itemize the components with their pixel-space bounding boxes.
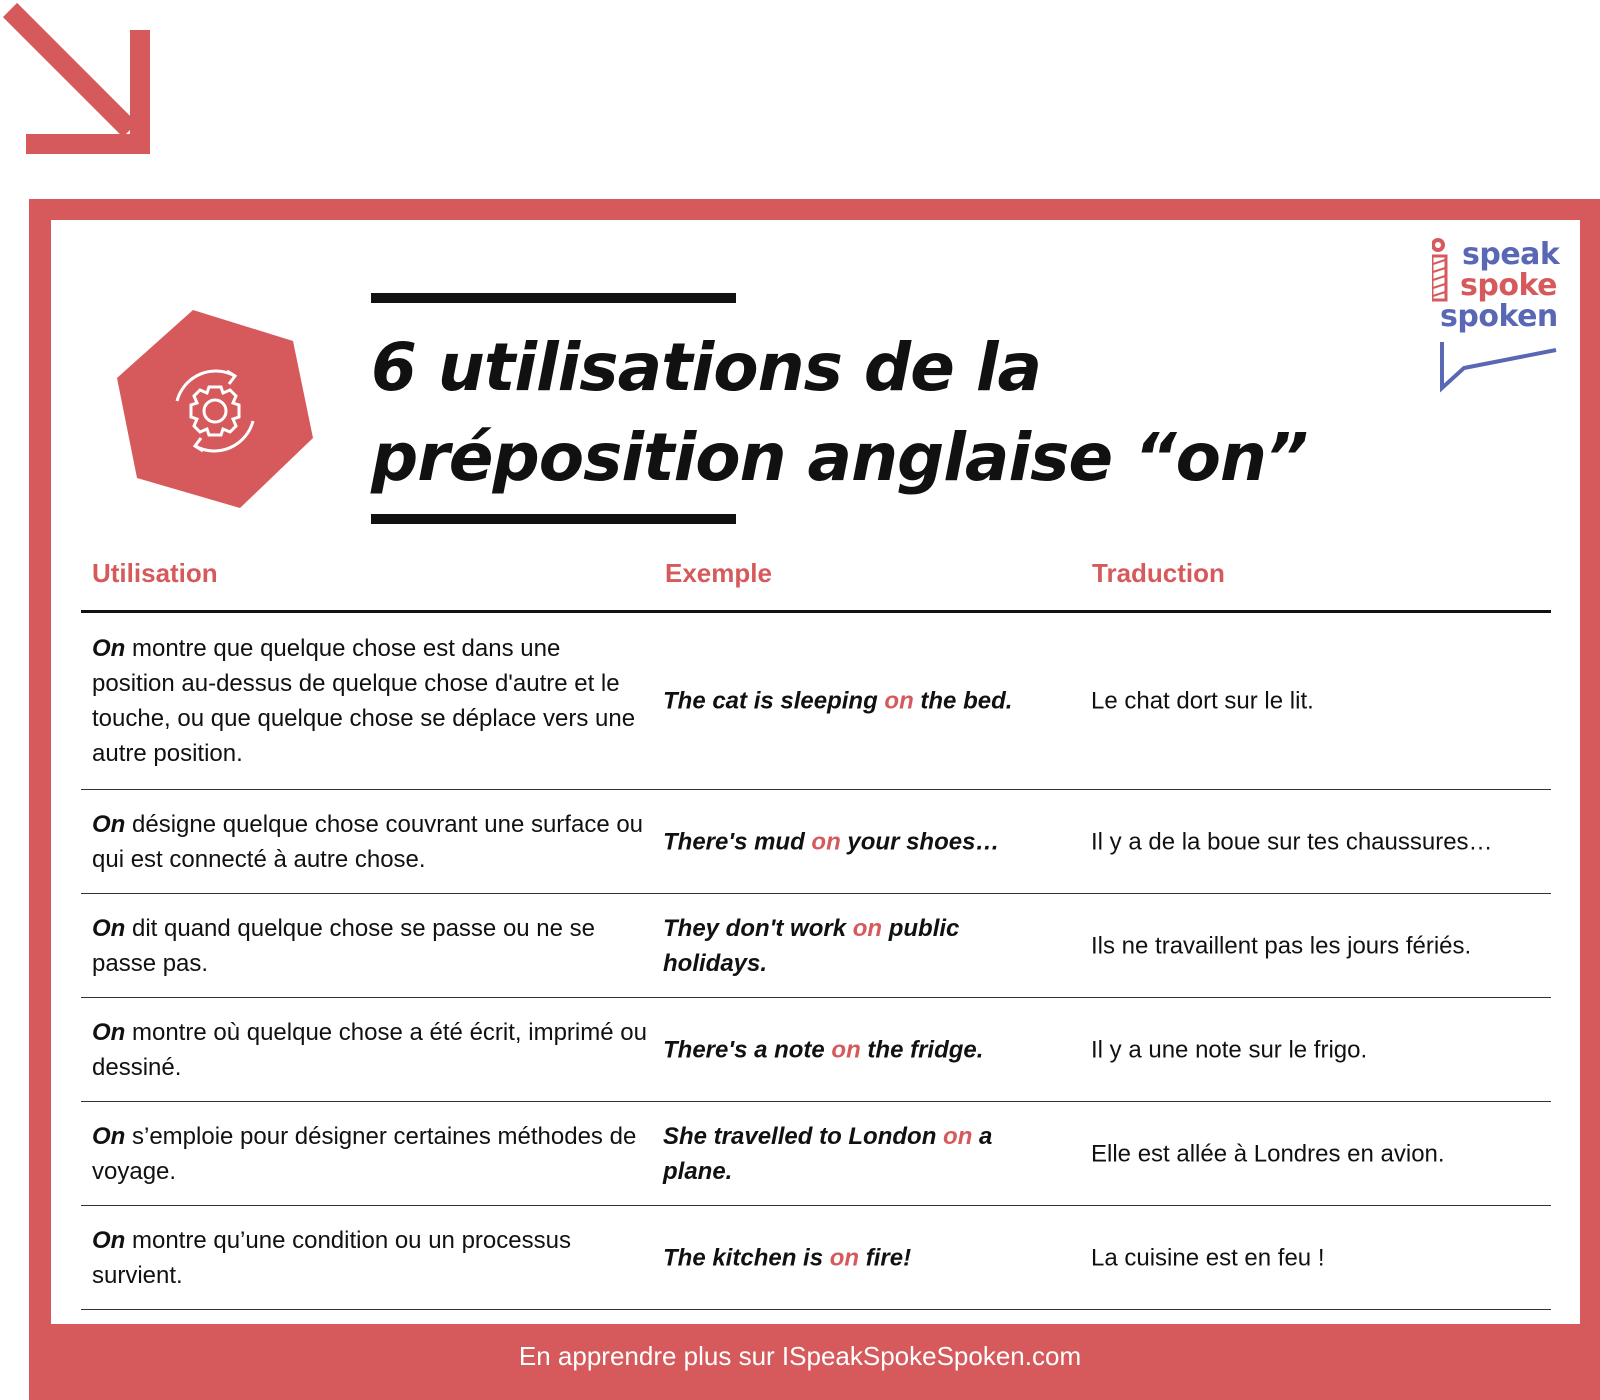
usage-text: désigne quelque chose couvrant une surface ou qui est connecté à autre chose. (92, 810, 644, 873)
example-text: They don't work (663, 914, 853, 942)
example-text: the bed. (913, 687, 1013, 715)
example-text: She travelled to London (663, 1122, 944, 1150)
usage-cell (92, 911, 647, 981)
example-cell (663, 911, 993, 981)
example-cell (663, 824, 1073, 859)
usage-text: montre où quelque chose a été écrit, imprimé ou dessiné. (92, 1018, 647, 1081)
example-on: on (829, 1244, 860, 1271)
translation-cell: Ils ne travaillent pas les jours fériés. (1091, 932, 1472, 959)
translation-cell: Le chat dort sur le lit. (1091, 687, 1314, 715)
example-cell (663, 1240, 1073, 1275)
example-text: There's mud (663, 828, 812, 855)
table-header (81, 540, 1551, 613)
keyword: On (92, 914, 126, 942)
example-text: The kitchen is (663, 1244, 830, 1271)
keyword: On (92, 1226, 126, 1254)
example-on: on (811, 828, 841, 855)
example-text: a plane. (663, 1122, 993, 1185)
example-text: The cat is sleeping (663, 687, 885, 715)
usage-cell (92, 1223, 647, 1293)
example-text: fire! (859, 1244, 912, 1271)
example-on: on (852, 914, 883, 942)
example-text: the fridge. (860, 1036, 984, 1063)
example-on: on (831, 1036, 861, 1063)
example-text: public holidays. (663, 914, 960, 977)
translation-cell: Il y a de la boue sur tes chaussures… (1091, 828, 1493, 855)
example-cell (663, 1032, 1073, 1067)
table-row (81, 1102, 1551, 1206)
header-exemple: Exemple (665, 558, 772, 588)
gear-refresh-icon (115, 308, 315, 513)
example-text: your shoes… (840, 828, 1000, 855)
keyword: On (92, 1018, 126, 1046)
footer-link[interactable]: En apprendre plus sur ISpeakSpokeSpoken.com (518, 1341, 1082, 1371)
page-title (371, 323, 1307, 503)
title-bar-bottom (371, 514, 736, 524)
translation-cell: Elle est allée à Londres en avion. (1091, 1140, 1445, 1167)
usage-text: s’emploie pour désigner certaines méthodes de voyage. (92, 1122, 637, 1185)
usage-cell (92, 631, 647, 771)
translation-cell: Il y a une note sur le frigo. (1091, 1036, 1368, 1063)
example-cell (663, 1119, 1023, 1189)
arrow-down-right-icon (0, 0, 160, 160)
table-row (81, 998, 1551, 1102)
usage-text: montre qu’une condition ou un processus survient. (92, 1226, 571, 1289)
example-on: on (943, 1122, 973, 1150)
table-row (81, 790, 1551, 894)
usage-cell (92, 1119, 647, 1189)
title-line-2: préposition anglaise “on” (371, 419, 1308, 496)
logo-word-spoke: spoke (1460, 268, 1557, 303)
keyword: On (92, 1122, 126, 1150)
usage-text: montre que quelque chose est dans une position au-dessus de quelque chose d'autre et le touche, ou que quelque chose se déplace vers une autre position. (92, 635, 636, 767)
logo (1432, 236, 1572, 396)
title-bar-top (371, 293, 736, 303)
logo-word-speak: speak (1462, 237, 1560, 272)
usage-cell (92, 807, 647, 877)
usage-table (81, 540, 1551, 1310)
example-text: There's a note (663, 1036, 832, 1063)
keyword: On (92, 635, 126, 662)
table-row (81, 613, 1551, 790)
translation-cell: La cuisine est en feu ! (1091, 1244, 1325, 1271)
example-on: on (884, 687, 914, 715)
header-traduction: Traduction (1092, 558, 1225, 588)
header-utilisation: Utilisation (92, 558, 218, 588)
usage-cell (92, 1015, 647, 1085)
usage-text: dit quand quelque chose se passe ou ne se passe pas. (92, 914, 596, 977)
example-cell (663, 684, 1073, 719)
logo-word-spoken: spoken (1440, 299, 1558, 334)
title-line-1: 6 utilisations de la (371, 329, 1042, 406)
table-row (81, 1206, 1551, 1310)
table-row (81, 894, 1551, 998)
keyword: On (92, 810, 126, 838)
